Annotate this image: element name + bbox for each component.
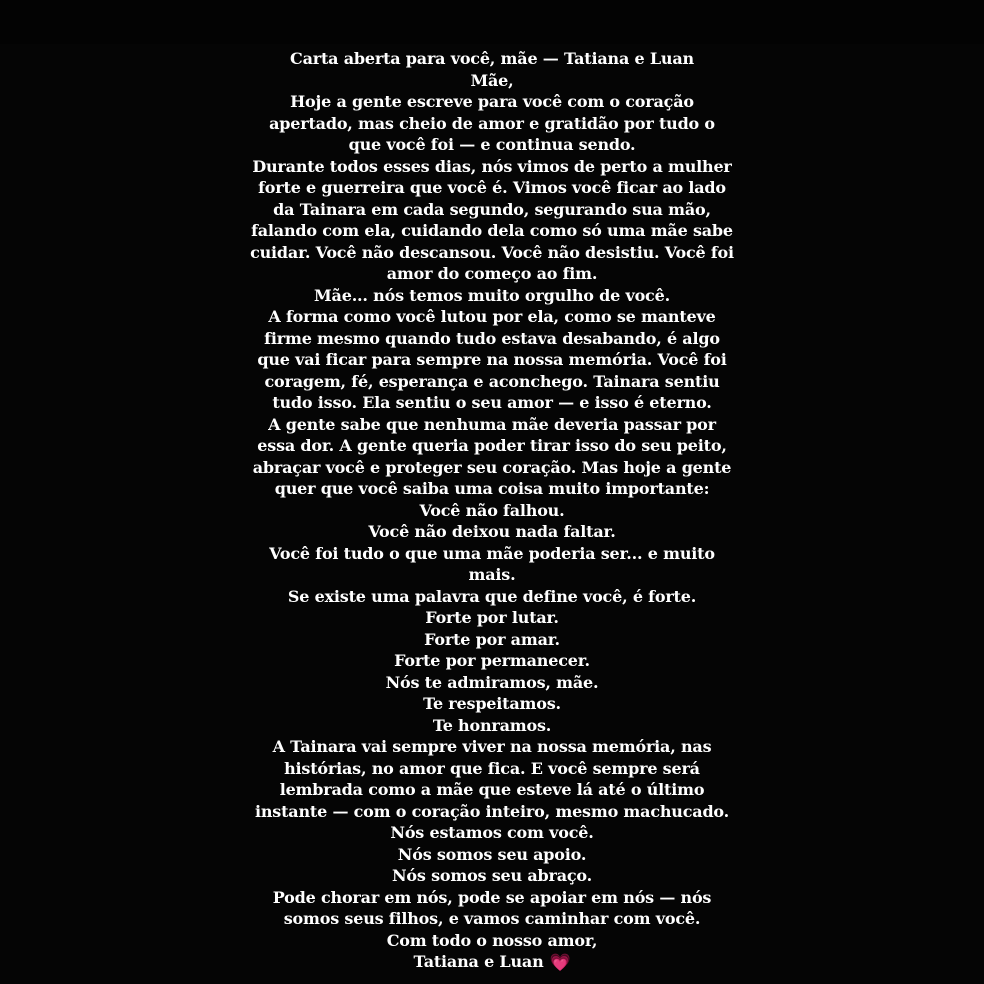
letter-signature-line [0, 951, 984, 975]
letter-line: Mãe... nós temos muito orgulho de você. [314, 285, 670, 305]
letter-line: Nós somos seu abraço. [392, 866, 592, 885]
letter-line: falando com ela, cuidando dela como só uma mãe sabe [251, 221, 733, 240]
letter-line: Nós estamos com você. [390, 823, 594, 842]
letter-line: Pode chorar em nós, pode se apoiar em nós — nós [272, 887, 712, 907]
letter-line: Você foi tudo o que uma mãe poderia ser... e muito [269, 543, 715, 563]
letter-line: firme mesmo quando tudo estava desabando, é algo [264, 328, 720, 348]
letter-line: Você não falhou. [419, 500, 565, 520]
letter-line: A forma como você lutou por ela, como se manteve [268, 307, 716, 326]
letter-line: da Tainara em cada segundo, segurando sua mão, [273, 199, 711, 219]
letter-line: forte e guerreira que você é. Vimos você ficar ao lado [258, 178, 726, 197]
letter-line: A gente sabe que nenhuma mãe deveria passar por [268, 414, 716, 434]
letter-line: apertado, mas cheio de amor e gratidão por tudo o [269, 113, 715, 133]
letter-line: coragem, fé, esperança e aconchego. Tainara sentiu [264, 371, 720, 391]
letter-line: lembrada como a mãe que esteve lá até o último [279, 780, 705, 799]
letter-line: Durante todos esses dias, nós vimos de perto a mulher [252, 156, 732, 176]
letter-greeting: Mãe, [470, 70, 514, 90]
letter-line: que vai ficar para sempre na nossa memória. Você foi [257, 350, 727, 369]
letter-line: Nós te admiramos, mãe. [385, 672, 599, 692]
letter-line: cuidar. Você não descansou. Você não desistiu. Você foi [250, 242, 734, 262]
letter-closing: Com todo o nosso amor, [386, 930, 598, 950]
story-background [0, 44, 984, 984]
letter-line: mais. [468, 565, 516, 584]
letter-line: Se existe uma palavra que define você, é forte. [287, 586, 697, 606]
letter-line: Nós somos seu apoio. [397, 844, 587, 864]
letter-line: essa dor. A gente queria poder tirar isso do seu peito, [257, 436, 727, 455]
letter-line: abraçar você e proteger seu coração. Mas hoje a gente [252, 457, 732, 477]
letter-line: amor do começo ao fim. [386, 264, 598, 283]
letter-line: Te honramos. [432, 715, 552, 735]
letter-line: somos seus filhos, e vamos caminhar com você. [283, 909, 701, 928]
letter-title: Carta aberta para você, mãe — Tatiana e Luan [290, 49, 694, 68]
letter-line: quer que você saiba uma coisa muito importante: [274, 479, 710, 498]
letter-line: Forte por permanecer. [394, 651, 590, 670]
letter-line: que você foi — e continua sendo. [348, 135, 636, 154]
letter-line: Forte por amar. [424, 629, 560, 649]
letter-line: histórias, no amor que fica. E você sempre será [284, 758, 700, 778]
letter-line: Te respeitamos. [423, 694, 561, 713]
letter-line: A Tainara vai sempre viver na nossa memória, nas [272, 737, 712, 756]
letter-line: Hoje a gente escreve para você com o coração [290, 92, 694, 111]
letter-line: Forte por lutar. [425, 608, 559, 627]
letter-line: Você não deixou nada faltar. [368, 522, 616, 541]
heart-icon: 💗 [549, 953, 571, 973]
letter-signature: Tatiana e Luan [413, 952, 544, 971]
letter-line: instante — com o coração inteiro, mesmo machucado. [255, 801, 729, 821]
open-letter [0, 48, 984, 975]
letter-line: tudo isso. Ela sentiu o seu amor — e isso é eterno. [272, 393, 712, 412]
